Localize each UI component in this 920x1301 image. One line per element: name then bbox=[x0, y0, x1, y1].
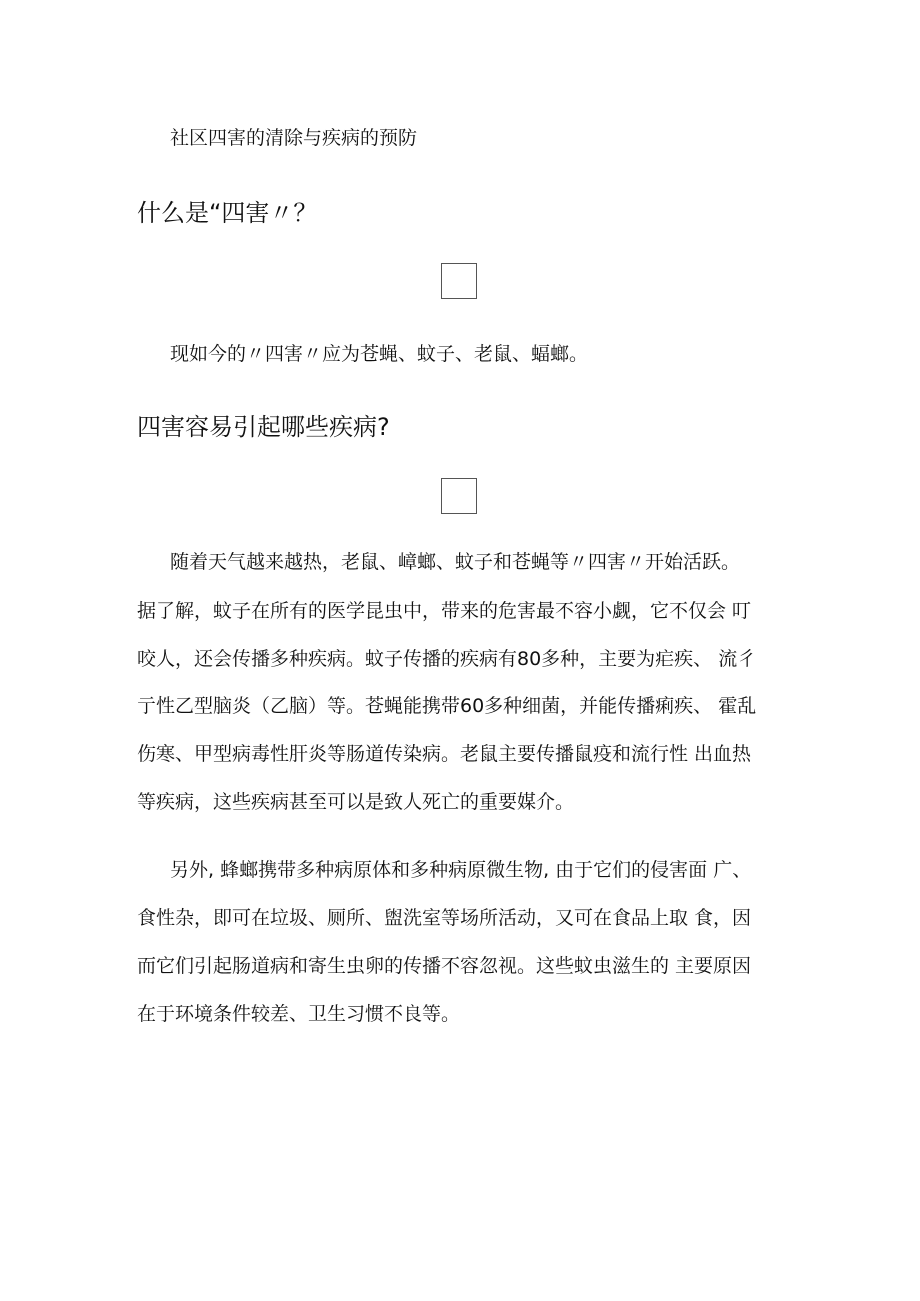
paragraph-line: 另外, 蜂螂携带多种病原体和多种病原微生物, 由于它们的侵害面 广、 bbox=[170, 859, 752, 881]
paragraph-line: 而它们引起肠道病和寄生虫卵的传播不容忽视。这些蚊虫滋生的 主要原因 bbox=[137, 955, 752, 977]
image-placeholder-icon bbox=[441, 263, 477, 299]
paragraph-line: 随着天气越来越热，老鼠、嶂螂、蚊子和苍蝇等〃四害〃开始活跃。 bbox=[170, 551, 741, 573]
image-placeholder-icon bbox=[441, 478, 477, 514]
section-1-text: 现如今的〃四害〃应为苍蝇、蚊子、老鼠、蝠螂。 bbox=[170, 343, 589, 365]
paragraph-line: 食性杂，即可在垃圾、厕所、盥洗室等场所活动，又可在食品上取 食，因 bbox=[137, 907, 752, 929]
paragraph-line: 在于环境条件较差、卫生习惯不良等。 bbox=[137, 1003, 461, 1025]
heading-diseases-caused: 四害容易引起哪些疾病? bbox=[137, 413, 390, 441]
paragraph-line: 亍性乙型脑炎（乙脑）等。苍蝇能携带60多种细菌，并能传播痢疾、 霍乱 bbox=[137, 695, 757, 717]
paragraph-line: 伤寒、甲型病毒性肝炎等肠道传染病。老鼠主要传播鼠疫和流行性 出血热 bbox=[137, 743, 752, 765]
heading-what-are-four-pests: 什么是“四害〃？ bbox=[137, 199, 318, 227]
paragraph-line: 等疾病，这些疾病甚至可以是致人死亡的重要媒介。 bbox=[137, 791, 575, 813]
paragraph-line: 据了解，蚊子在所有的医学昆虫中，带来的危害最不容小觑，它不仅会 叮 bbox=[137, 600, 752, 622]
document-title: 社区四害的清除与疾病的预防 bbox=[170, 127, 418, 149]
paragraph-line: 咬人，还会传播多种疾病。蚊子传播的疾病有80多种，主要为疟疾、 流彳 bbox=[137, 648, 757, 670]
